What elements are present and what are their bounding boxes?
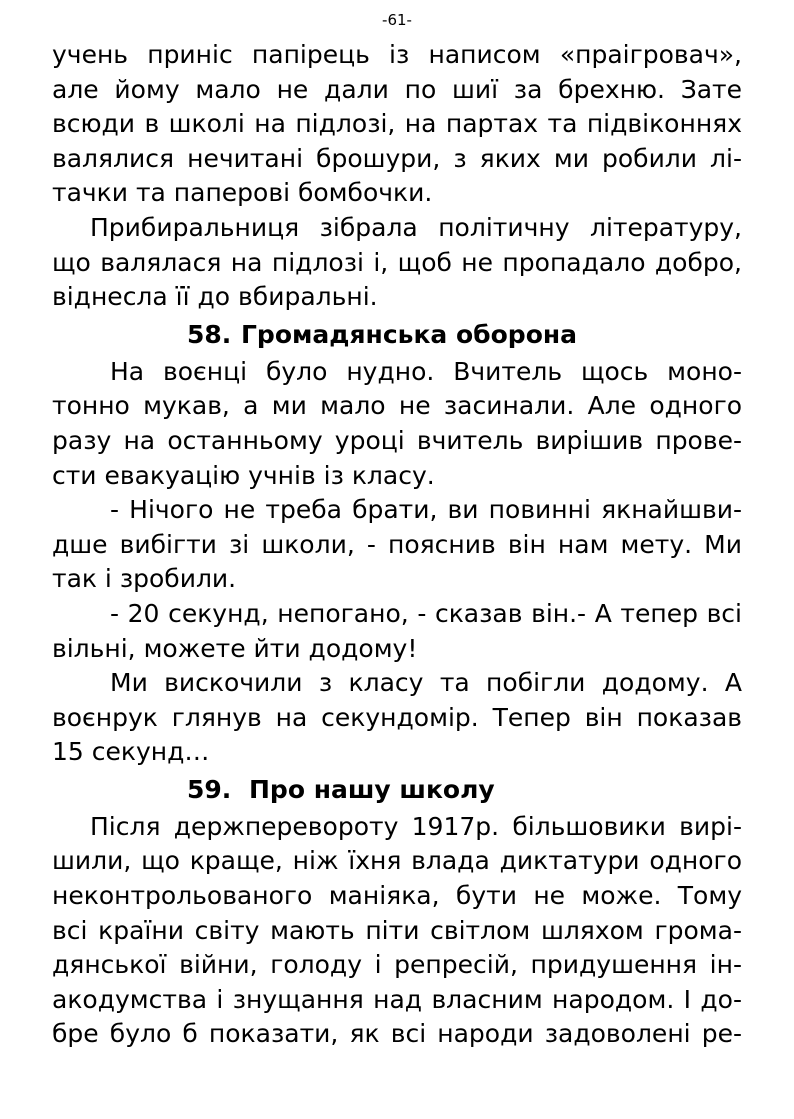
text-line: валялися нечитані брошури, з яких ми робили лі- bbox=[52, 143, 742, 173]
text-line: дше вибігти зі школи, - пояснив він нам мету. Ми bbox=[52, 529, 742, 559]
document-page bbox=[52, 0, 742, 1119]
text-line: сти евакуацію учнів із класу. bbox=[52, 460, 435, 490]
text-line: - 20 секунд, непогано, - сказав він.- А тепер всі bbox=[110, 598, 742, 628]
text-line: тачки та паперові бомбочки. bbox=[52, 178, 433, 208]
text-line: дянської війни, голоду і репресій, придушення ін- bbox=[52, 950, 742, 980]
text-line: віднесла її до вбиральні. bbox=[52, 282, 378, 312]
section-title: Громадянська оборона bbox=[241, 319, 578, 349]
text-line: воєнрук глянув на секундомір. Тепер він показав bbox=[52, 702, 742, 732]
text-line: На воєнці було нудно. Вчитель щось моно- bbox=[110, 356, 742, 386]
text-line: всі країни світу мають піти світлом шляхом грома- bbox=[52, 915, 742, 945]
section-heading-58 bbox=[52, 315, 742, 355]
text-line: вільні, можете йти додому! bbox=[52, 633, 418, 663]
text-line: бре було б показати, як всі народи задоволені ре- bbox=[52, 1019, 742, 1049]
text-line: так і зробили. bbox=[52, 564, 237, 594]
section-heading-59 bbox=[52, 770, 742, 810]
text-line: разу на останньому уроці вчитель вирішив прове- bbox=[52, 425, 742, 455]
document-body bbox=[52, 38, 742, 1052]
text-line: 15 секунд… bbox=[52, 737, 210, 767]
section-number: 58. bbox=[187, 319, 232, 349]
text-line: що валялася на підлозі і, щоб не пропадало добро, bbox=[52, 247, 742, 277]
text-line: - Нічого не треба брати, ви повинні якнайшви- bbox=[110, 495, 742, 525]
text-line: шили, що краще, ніж їхня влада диктатури одного bbox=[52, 846, 742, 876]
text-line: Прибиральниця зібрала політичну літературу, bbox=[90, 212, 742, 242]
text-line: учень приніс папірець із написом «праігровач», bbox=[52, 40, 742, 69]
text-line: тонно мукав, а ми мало не засинали. Але одного bbox=[52, 391, 742, 421]
text-line: Після держперевороту 1917р. більшовики вирі- bbox=[90, 811, 742, 841]
text-line: всюди в школі на підлозі, на партах та підвіконнях bbox=[52, 109, 742, 139]
text-line: акодумства і знущання над власним народом. І до- bbox=[52, 984, 742, 1014]
text-line: але йому мало не дали по шиї за брехню. Зате bbox=[52, 74, 742, 104]
page-number: -61- bbox=[382, 11, 412, 29]
section-title: Про нашу школу bbox=[249, 774, 495, 804]
text-line: неконтрольованого маніяка, бути не може. Тому bbox=[52, 881, 742, 911]
section-number: 59. bbox=[187, 774, 232, 804]
text-line: Ми вискочили з класу та побігли додому. А bbox=[110, 668, 742, 698]
